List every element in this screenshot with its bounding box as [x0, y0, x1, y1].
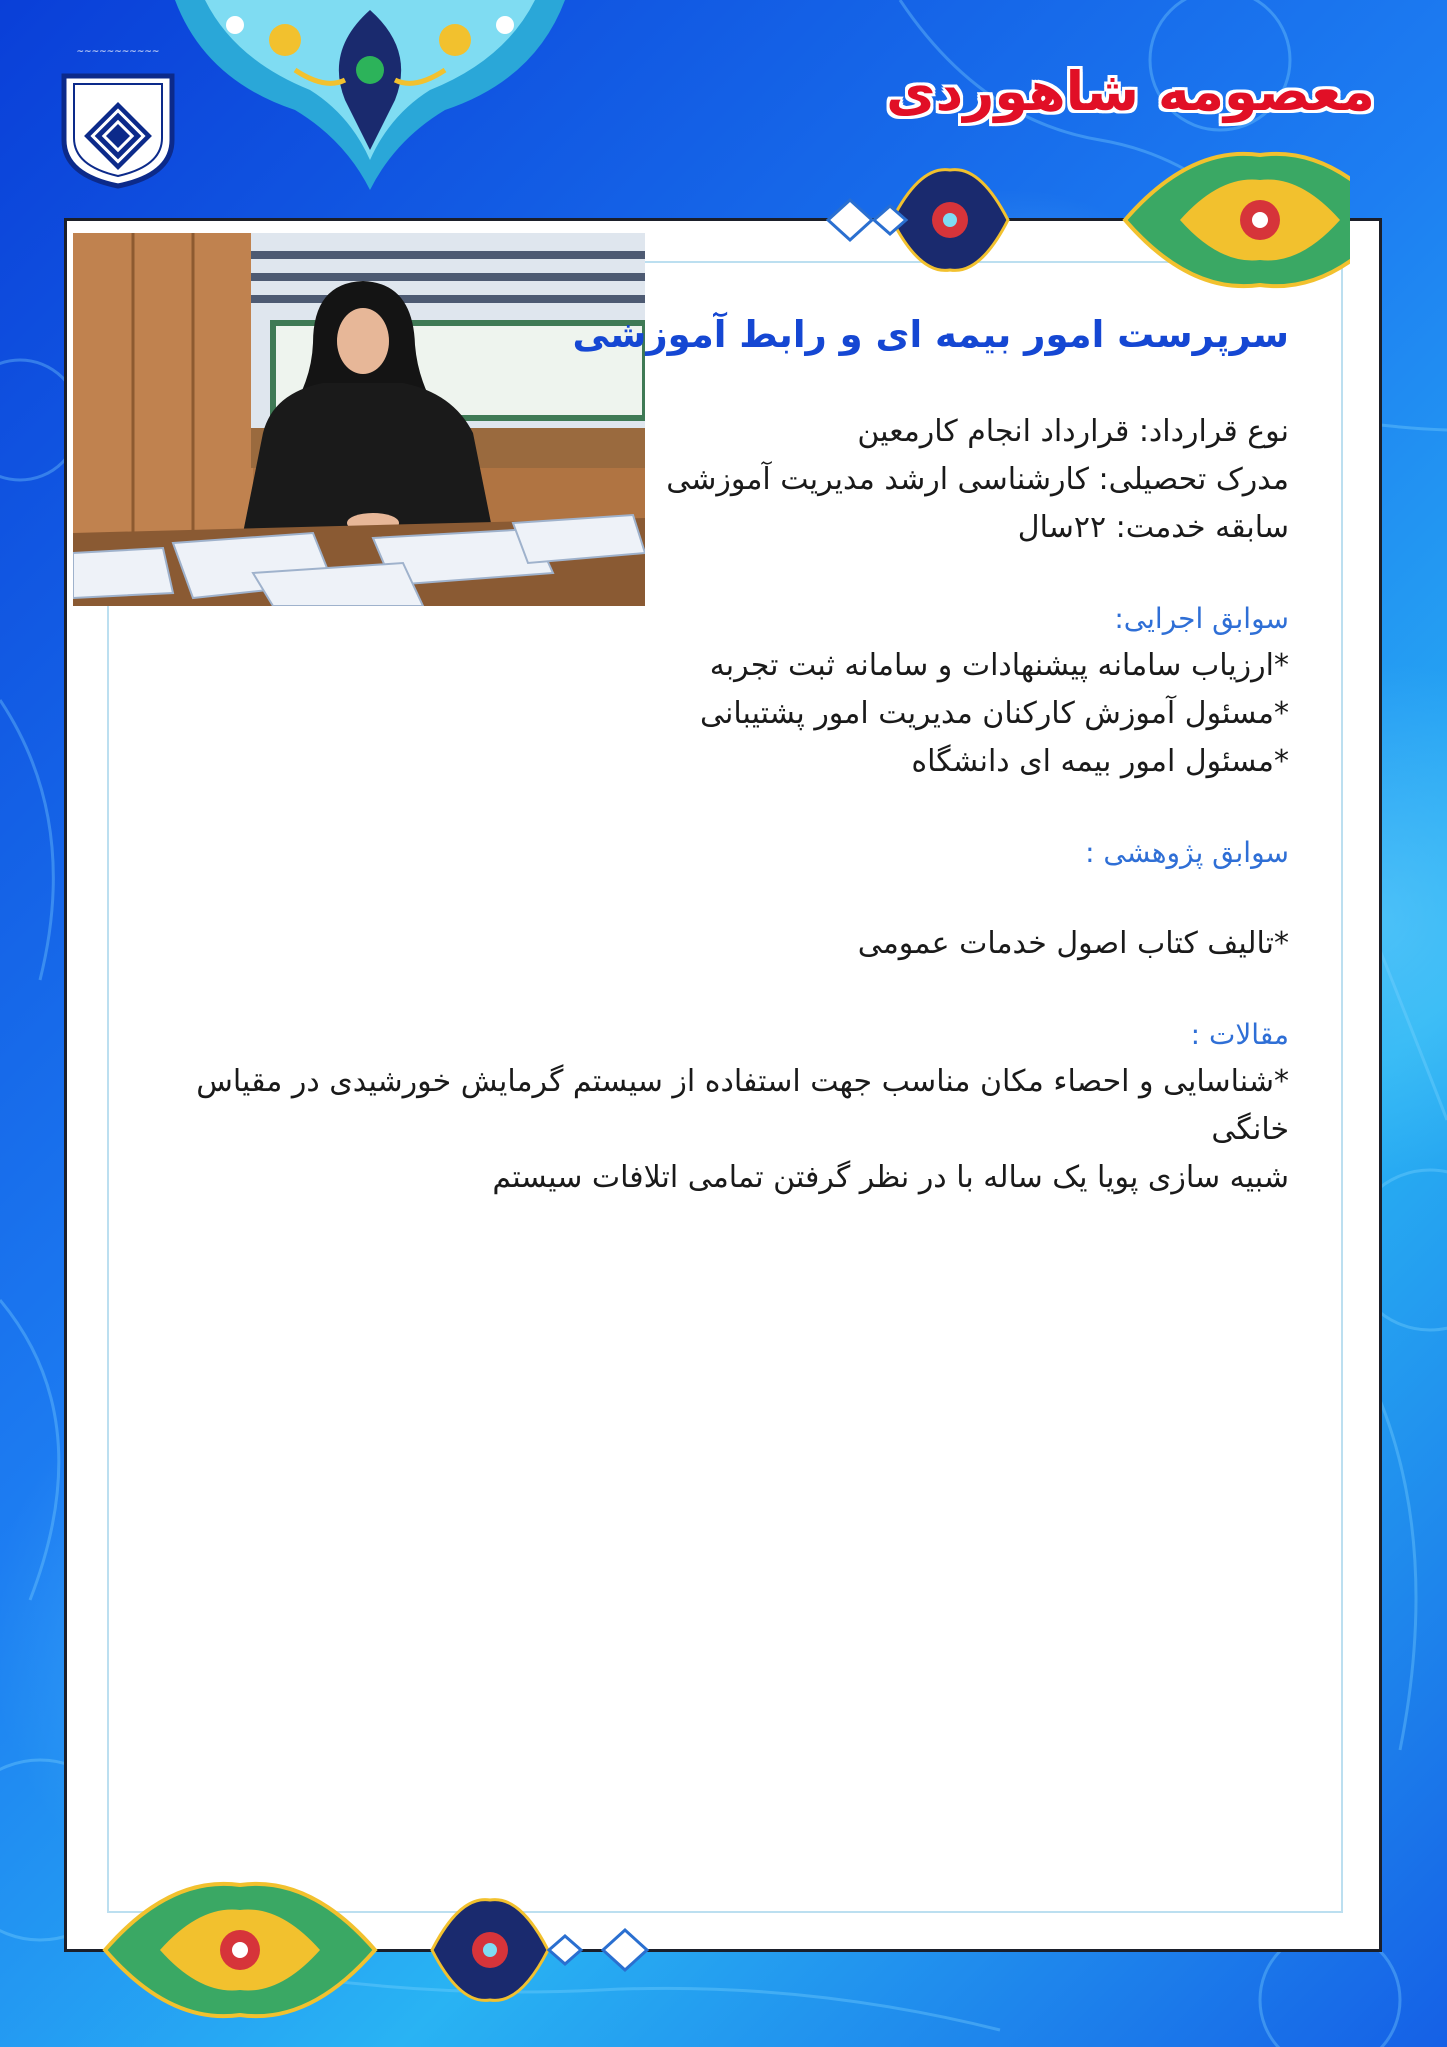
- svg-text:~~~~~~~~~~~: ~~~~~~~~~~~: [76, 47, 160, 57]
- profile-content: [189, 313, 1289, 1202]
- articles-heading: مقالات :: [1190, 1018, 1289, 1051]
- profile-card: [64, 218, 1382, 1952]
- executive-item: *مسئول آموزش کارکنان مدیریت امور پشتیبانی: [700, 696, 1289, 731]
- university-logo: [58, 40, 178, 190]
- article-line: شبیه سازی پویا یک ساله با در نظر گرفتن تمامی اتلافات سیستم: [492, 1160, 1289, 1195]
- service-years: سابقه خدمت: ۲۲سال: [1017, 510, 1289, 545]
- article-line: *شناسایی و احصاء مکان مناسب جهت استفاده از سیستم گرمایش خورشیدی در مقیاس خانگی: [196, 1064, 1289, 1147]
- job-role: سرپرست امور بیمه ای و رابط آموزشی: [572, 313, 1289, 356]
- education-degree: مدرک تحصیلی: کارشناسی ارشد مدیریت آموزشی: [666, 462, 1289, 497]
- top-ornament: [175, 0, 565, 195]
- contract-type: نوع قرارداد: قرارداد انجام کارمعین: [857, 414, 1289, 449]
- executive-item: *مسئول امور بیمه ای دانشگاه: [911, 744, 1289, 779]
- person-name-title: معصومه شاهوردی: [886, 60, 1375, 123]
- executive-item: *ارزیاب سامانه پیشنهادات و سامانه ثبت تجربه: [709, 648, 1289, 683]
- card-bottom-ornament: [100, 1870, 660, 2030]
- research-item: *تالیف کتاب اصول خدمات عمومی: [857, 926, 1289, 961]
- research-heading: سوابق پژوهشی :: [1085, 836, 1289, 869]
- card-top-ornament: [790, 145, 1350, 295]
- executive-heading: سوابق اجرایی:: [1114, 602, 1289, 635]
